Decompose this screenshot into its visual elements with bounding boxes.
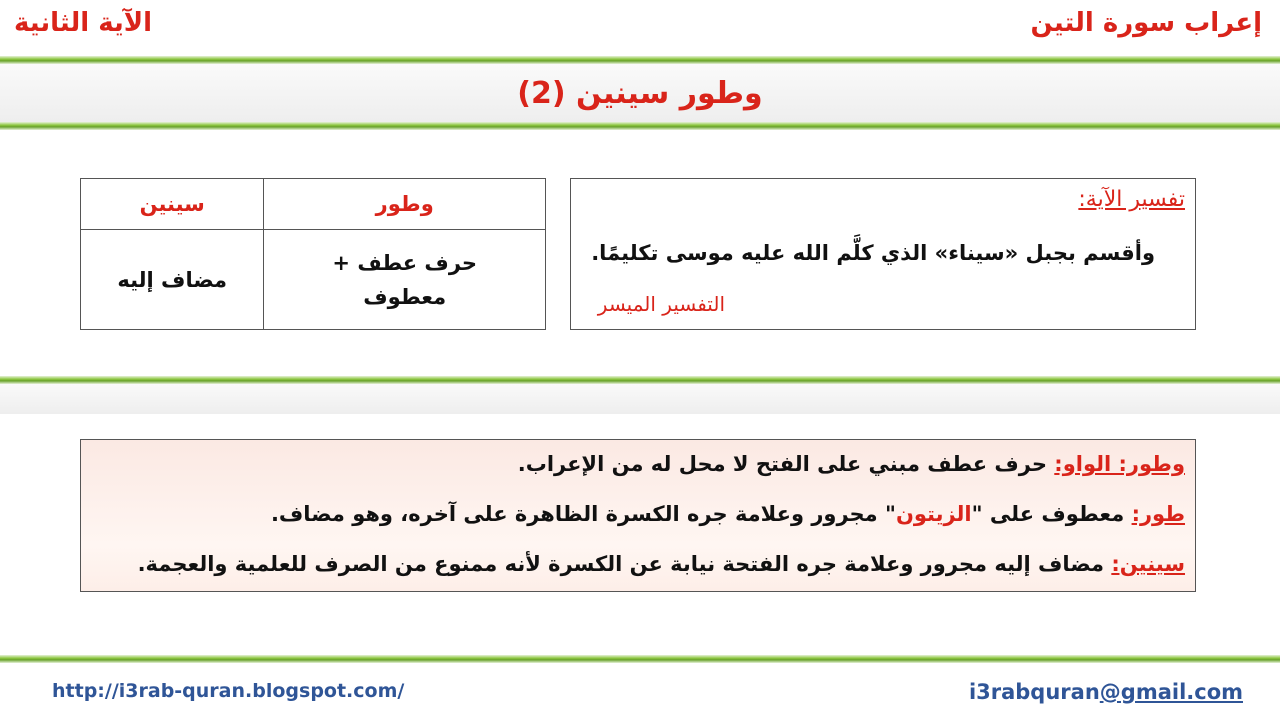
irab-line: وطور: الواو: حرف عطف مبني على الفتح لا محل له من الإعراب. bbox=[517, 452, 1185, 476]
irab-line: سينين: مضاف إليه مجرور وعلامة جره الفتحة نيابة عن الكسرة لأنه ممنوع من الصرف للعلمية والعجمة. bbox=[137, 552, 1185, 576]
irab-box bbox=[80, 439, 1196, 592]
surah-title: إعراب سورة التين bbox=[1030, 8, 1262, 38]
irab-key: سينين: bbox=[1111, 552, 1185, 576]
tafsir-source: التفسير الميسر bbox=[597, 292, 725, 316]
divider-rule bbox=[0, 376, 1280, 384]
verse-title: وطور سينين (2) bbox=[517, 76, 763, 111]
email-link[interactable]: i3rabquran@gmail.com bbox=[968, 680, 1243, 704]
table-cell: مضاف إليه bbox=[81, 230, 264, 330]
irab-line: طور: معطوف على "الزيتون" مجرور وعلامة جره الكسرة الظاهرة على آخره، وهو مضاف. bbox=[270, 502, 1185, 526]
tafsir-label: تفسير الآية: bbox=[1078, 187, 1185, 212]
blog-url-link[interactable]: http://i3rab-quran.blogspot.com/ bbox=[52, 680, 405, 702]
table-cell: حرف عطف + معطوف bbox=[264, 230, 546, 330]
separator-band bbox=[0, 384, 1280, 414]
verse-number-label: الآية الثانية bbox=[14, 8, 153, 38]
table-header-cell: سينين bbox=[81, 179, 264, 230]
irab-key: طور: bbox=[1131, 502, 1185, 526]
highlighted-word: الزيتون bbox=[895, 502, 972, 526]
tafsir-box bbox=[570, 178, 1196, 330]
divider-rule bbox=[0, 56, 1280, 64]
irab-key: وطور: الواو: bbox=[1054, 452, 1185, 476]
word-breakdown-table bbox=[80, 178, 546, 330]
tafsir-text: وأقسم بجبل «سيناء» الذي كلَّم الله عليه موسى تكليمًا. bbox=[591, 241, 1155, 265]
table-header-cell: وطور bbox=[264, 179, 546, 230]
divider-rule bbox=[0, 122, 1280, 130]
divider-rule bbox=[0, 655, 1280, 663]
